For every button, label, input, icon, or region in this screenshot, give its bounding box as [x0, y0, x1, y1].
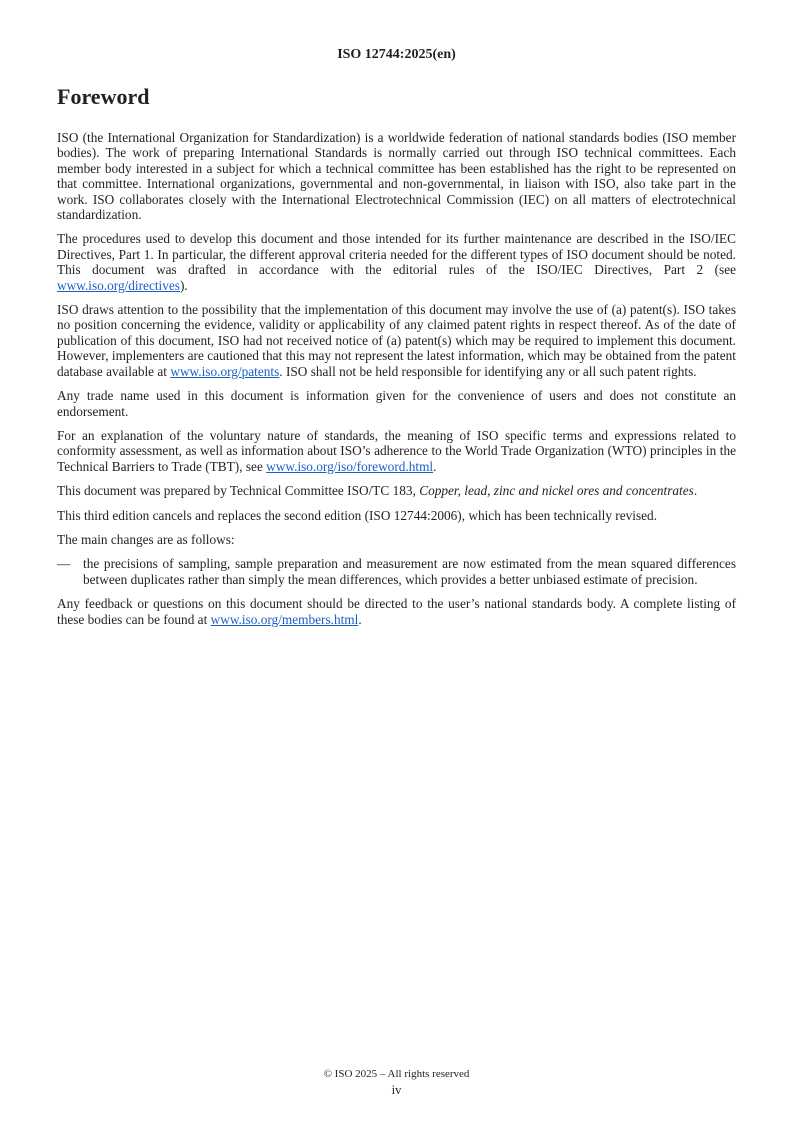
- section-title: Foreword: [57, 84, 150, 109]
- foreword-body: [57, 130, 736, 636]
- committee-name: Copper, lead, zinc and nickel ores and concentrates: [419, 483, 694, 499]
- foreword-link[interactable]: www.iso.org/iso/foreword.html: [266, 458, 434, 474]
- paragraph-text: ISO draws attention to the possibility that the implementation of this document may involve the use of (a) patent(s). ISO takes no position concerning the evidence, validity or applicability of any claimed patent rights in respect thereof. As of the date of publication of this document, ISO had not received notice of (a) patent(s) which may be required to implement this document. However, implementers are cautioned that this may not represent the latest information, which may be obtained from the patent database available at: [57, 302, 736, 379]
- paragraph-text: The procedures used to develop this document and those intended for its further maintenance are described in the ISO/IEC Directives, Part 1. In particular, the different approval criteria needed for the different types of ISO document should be noted. This document was drafted in accordance with the editorial rules of the ISO/IEC Directives, Part 2 (see: [57, 231, 736, 278]
- paragraph-feedback: [57, 596, 736, 627]
- dash-bullet-icon: —: [57, 556, 71, 572]
- paragraph-edition: This third edition cancels and replaces the second edition (ISO 12744:2006), which has been technically revised.: [57, 507, 658, 523]
- paragraph-procedures: [57, 231, 736, 293]
- paragraph-text: ).: [179, 277, 188, 293]
- list-item-text: the precisions of sampling, sample preparation and measurement are now estimated from the mean squared differences between duplicates rather than simply the mean differences, which provides a better unbiased estimate of precision.: [83, 556, 736, 587]
- paragraph-voluntary-nature: [57, 428, 736, 474]
- page-footer: [0, 1066, 793, 1098]
- paragraph-text: .: [693, 483, 698, 499]
- paragraph-text: For an explanation of the voluntary nature of standards, the meaning of ISO specific terms and expressions related to conformity assessment, as well as information about ISO’s adherence to the World Trade Organization (WTO) principles in the Technical Barriers to Trade (TBT), see: [57, 427, 736, 474]
- paragraph-iso-intro: ISO (the International Organization for Standardization) is a worldwide federation of national standards bodies (ISO member bodies). The work of preparing International Standards is normally carried out through ISO technical committees. Each member body interested in a subject for which a technical committee has been established has the right to be represented on that committee. International organizations, governmental and non-governmental, in liaison with ISO, also take part in the work. ISO collaborates closely with the International Electrotechnical Commission (IEC) on all matters of electrotechnical standardization.: [57, 130, 736, 223]
- paragraph-text: Any feedback or questions on this document should be directed to the user’s national standards body. A complete listing of these bodies can be found at: [57, 596, 736, 627]
- document-id-header: ISO 12744:2025(en): [337, 47, 456, 62]
- paragraph-main-changes-intro: The main changes are as follows:: [57, 531, 235, 547]
- page-number: iv: [391, 1083, 402, 1097]
- paragraph-text: .: [358, 611, 362, 627]
- members-link[interactable]: www.iso.org/members.html: [210, 611, 359, 627]
- copyright-notice: © ISO 2025 – All rights reserved: [323, 1068, 470, 1080]
- paragraph-trade-name: Any trade name used in this document is information given for the convenience of users and does not constitute an endorsement.: [57, 388, 736, 419]
- paragraph-text: This document was prepared by Technical Committee ISO/TC 183,: [57, 483, 420, 499]
- changes-list: [57, 556, 736, 587]
- paragraph-committee: [57, 483, 736, 498]
- paragraph-text: . ISO shall not be held responsible for identifying any or all such patent rights.: [279, 363, 697, 379]
- list-item: [57, 556, 736, 587]
- directives-link[interactable]: www.iso.org/directives: [57, 277, 180, 293]
- paragraph-text: .: [433, 458, 437, 474]
- paragraph-patents: [57, 302, 736, 379]
- patents-link[interactable]: www.iso.org/patents: [170, 363, 280, 379]
